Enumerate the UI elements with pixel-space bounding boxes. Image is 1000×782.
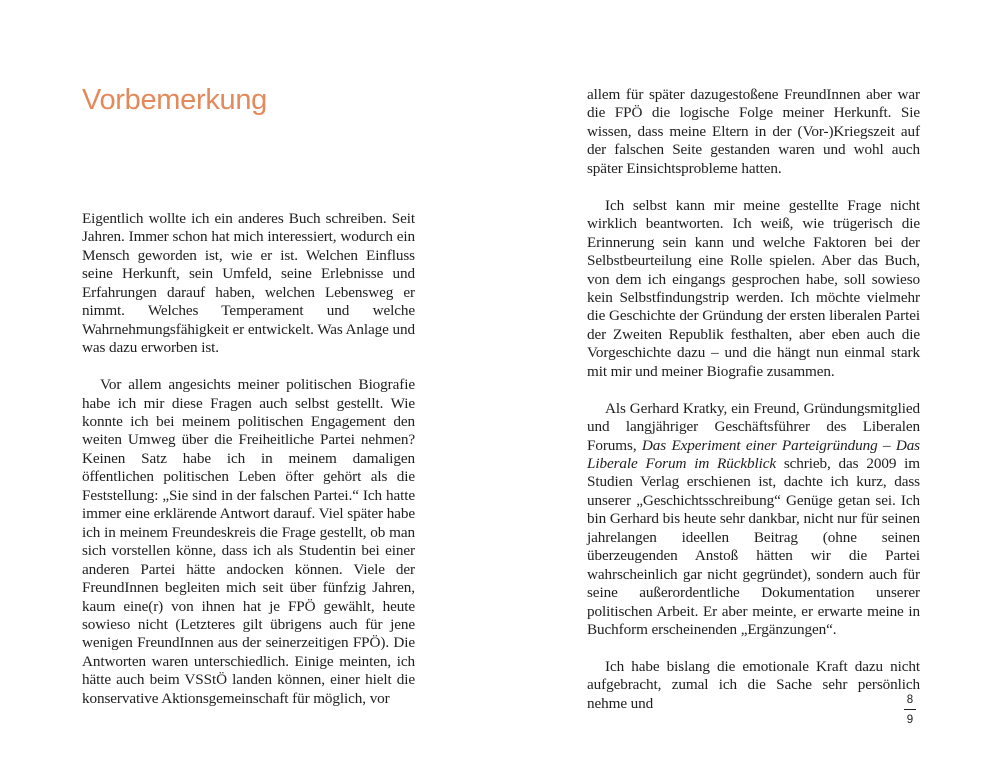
paragraph-3-text-before: Als Gerhard Kratky, ein Freund, Gründungsmitglied und langjähriger Geschäftsführer des Liberalen Forums, (587, 399, 920, 454)
right-page-number: 9 (906, 714, 914, 726)
folio-divider (904, 709, 916, 710)
left-paragraph-2: Vor allem angesichts meiner politischen Biografie habe ich mir diese Fragen auch selbst gestellt. Wie konnte ich bei meinem politischen Engagement den weiten Umweg über die Freiheitliche Partei nehmen? Keinen Satz habe ich in meinem damaligen öffentlichen politischen Leben öfter gehört als die Feststellung: „Sie sind in der falschen Partei.“ Ich hatte immer eine erklärende Antwort darauf. Viel später habe ich in meinem Freundeskreis die Frage gestellt, ob man sich vorstellen könne, dass ich als Studentin bei einer anderen Partei hätte andocken können. Viele der FreundInnen begleiten mich seit über fünfzig Jahren, kaum eine(r) von ihnen hat je FPÖ gewählt, heute sowieso nicht (Letzteres gilt übrigens auch für jene wenigen FreundInnen aus der seinerzeitigen FPÖ). Die Antworten waren unterschiedlich. Einige meinten, ich hätte auch beim VSStÖ landen können, einer hielt die konservative Aktionsgemeinschaft für möglich, vor (82, 376, 415, 707)
book-title: Das Experiment einer Parteigründung – Das Liberale Forum im Rückblick (587, 436, 920, 473)
right-paragraph-1: allem für später dazugestoßene FreundInnen aber war die FPÖ die logische Folge meiner Herkunft. Sie wissen, dass meine Eltern in der (Vor-)Kriegszeit auf der falschen Seite gestanden waren und wohl auch später Einsichtsprobleme hatten. (587, 86, 920, 177)
paragraph-3-text-after: schrieb, das 2009 im Studien Verlag erschienen ist, dachte ich kurz, dass unserer „Geschichtsschreibung“ Genüge getan sei. Ich bin Gerhard bis heute sehr dankbar, nicht nur für seinen jahrelangen ideellen Beitrag (ohne seinen überzeugenden Anstoß hätten wir die Partei wahrscheinlich gar nicht gegründet), sondern auch für seine außerordentliche Dokumentation unserer politischen Arbeit. Er aber meinte, er erwarte meine in Buchform erscheinenden „Ergänzungen“. (587, 455, 920, 639)
right-paragraph-3 (587, 400, 920, 640)
right-text-column (587, 86, 920, 713)
right-paragraph-4: Ich habe bislang die emotionale Kraft dazu nicht aufgebracht, zumal ich die Sache sehr persönlich nehme und (587, 658, 920, 712)
right-page (500, 0, 1000, 782)
page-numbers (895, 693, 925, 727)
right-paragraph-2: Ich selbst kann mir meine gestellte Frage nicht wirklich beantworten. Ich weiß, wie trügerisch die Erinnerung sein kann und welche Faktoren bei der Selbstbeurteilung eine Rolle spielen. Aber das Buch, von dem ich eingangs gesprochen habe, soll sowieso kein Selbstfindungstrip werden. Ich möchte vielmehr die Geschichte der Gründung der ersten liberalen Partei der Zweiten Republik festhalten, aber eben auch die Vorgeschichte dazu – und die hängt nun einmal stark mit mir und meiner Biografie zusammen. (587, 196, 920, 380)
left-paragraph-1: Eigentlich wollte ich ein anderes Buch schreiben. Seit Jahren. Immer schon hat mich interessiert, wodurch ein Mensch geworden ist, wie er ist. Welchen Einfluss seine Herkunft, sein Umfeld, seine Erlebnisse und Erfahrungen darauf haben, welchen Lebensweg er nimmt. Welches Temperament und welche Wahrnehmungsfähigkeit er entwickelt. Was Anlage und was dazu erworben ist. (82, 210, 415, 357)
left-page-number: 8 (906, 694, 914, 706)
page-title: Vorbemerkung (82, 84, 268, 116)
left-text-column (82, 210, 415, 708)
